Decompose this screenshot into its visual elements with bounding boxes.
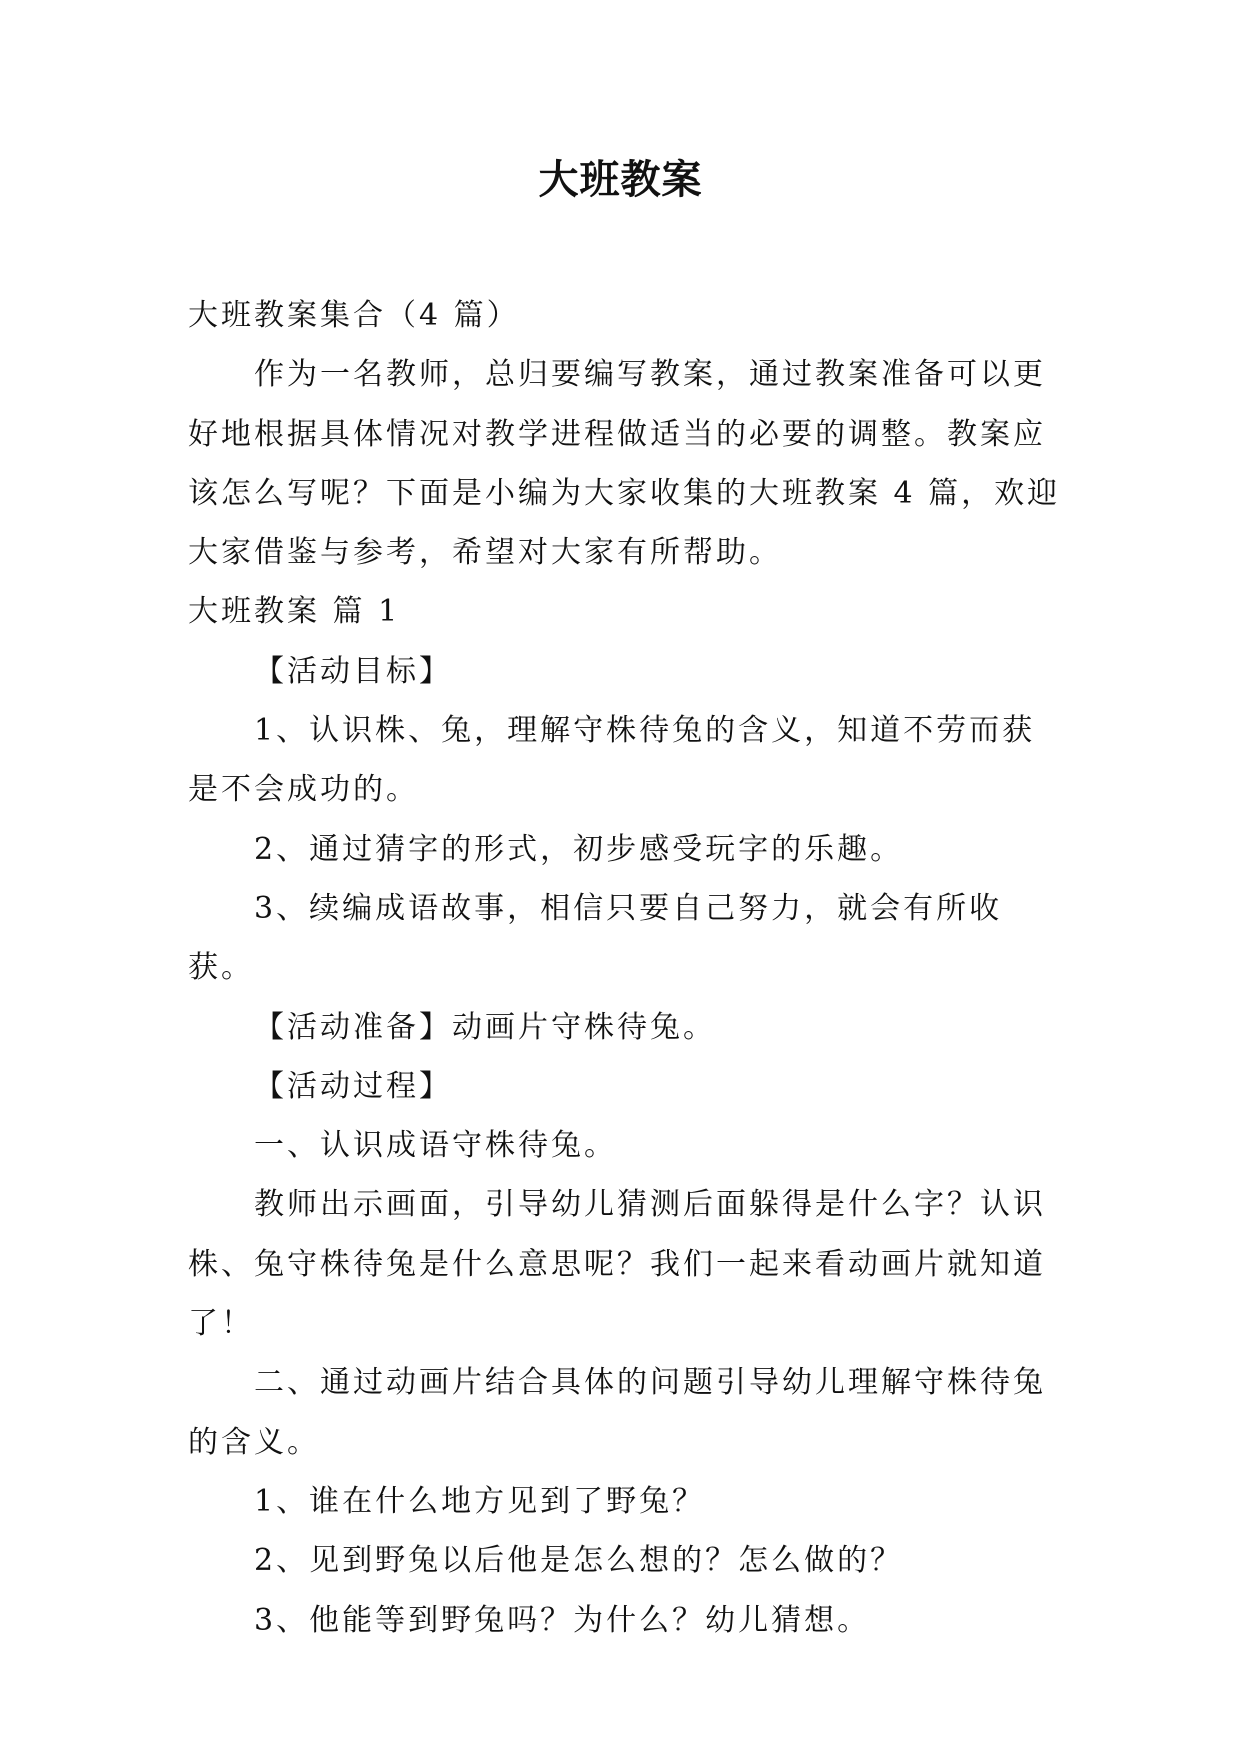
goal-item-1: 1、认识株、兔，理解守株待兔的含义，知道不劳而获是不会成功的。 (188, 713, 1036, 808)
section-heading-goals: 【活动目标】 (254, 653, 452, 689)
question-item-1: 1、谁在什么地方见到了野兔？ (254, 1483, 706, 1519)
intro-paragraph: 作为一名教师，总归要编写教案，通过教案准备可以更好地根据具体情况对教学进程做适当的必要的调整。教案应该怎么写呢？下面是小编为大家收集的大班教案 4 篇，欢迎大家借鉴与参考，希望对大家有所帮助。 (188, 357, 1061, 571)
document-title: 大班教案 (538, 157, 703, 203)
collection-heading: 大班教案集合（4 篇） (188, 298, 520, 333)
question-item-3: 3、他能等到野兔吗？为什么？幼儿猜想。 (254, 1602, 871, 1638)
process-step-2: 二、通过动画片结合具体的问题引导幼儿理解守株待兔的含义。 (188, 1365, 1046, 1460)
goal-item-2: 2、通过猜字的形式，初步感受玩字的乐趣。 (254, 831, 904, 867)
lesson-heading: 大班教案 篇 1 (188, 594, 401, 630)
goal-item-3: 3、续编成语故事，相信只要自己努力，就会有所收获。 (188, 890, 1003, 986)
preparation-paragraph: 【活动准备】动画片守株待兔。 (254, 1009, 716, 1045)
process-paragraph: 教师出示画面，引导幼儿猜测后面躲得是什么字？认识株、兔守株待兔是什么意思呢？我们一起来看动画片就知道了！ (188, 1187, 1046, 1342)
question-item-2: 2、见到野兔以后他是怎么想的？怎么做的？ (254, 1543, 904, 1579)
section-heading-process: 【活动过程】 (254, 1068, 452, 1104)
document-body (188, 286, 1066, 1650)
process-step-1: 一、认识成语守株待兔。 (254, 1128, 617, 1164)
